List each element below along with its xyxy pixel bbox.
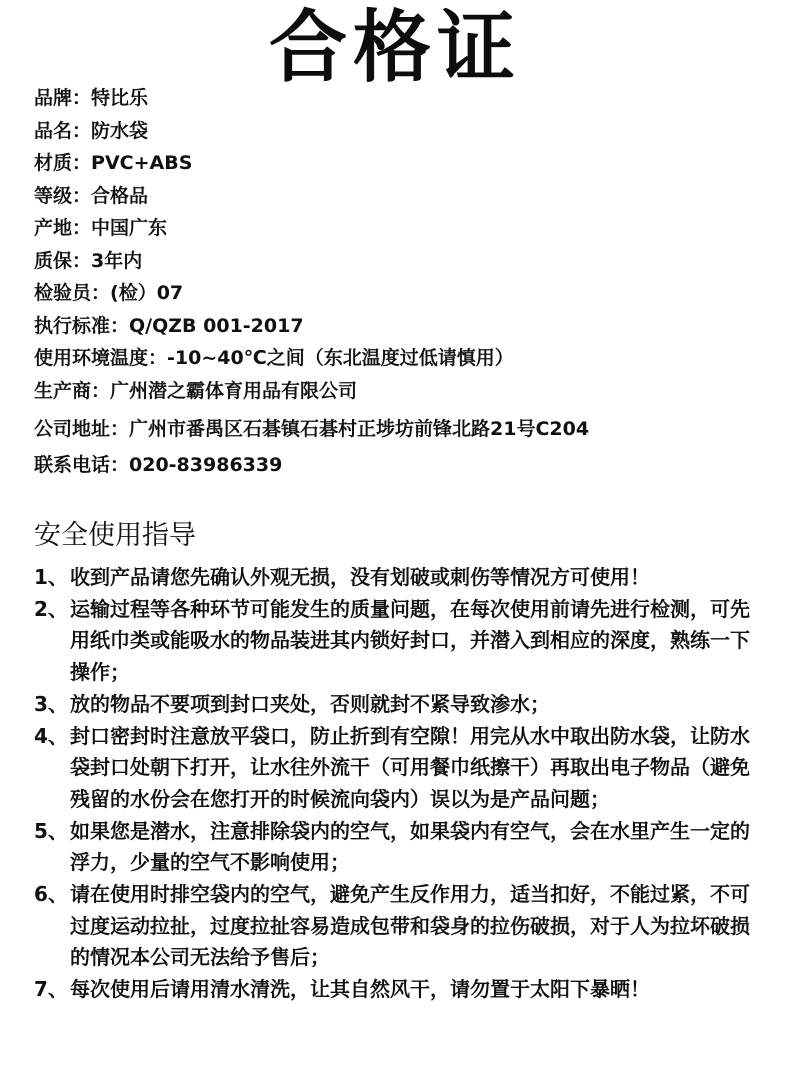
info-row-product-name: [34, 115, 774, 148]
guide-item-text: 收到产品请您先确认外观无损，没有划破或刺伤等情况方可使用！: [70, 565, 650, 589]
info-value: 广州市番禺区石碁镇石碁村正埗坊前锋北路21号C204: [129, 418, 590, 440]
info-row-grade: [34, 180, 774, 213]
info-row-origin: [34, 212, 774, 245]
info-row-standard: [34, 310, 774, 343]
guide-item: [34, 879, 769, 974]
guide-item: [34, 721, 769, 816]
guide-item-number: 1、: [34, 565, 68, 589]
info-value: (检）07: [110, 282, 184, 304]
info-label: 公司地址：: [34, 418, 130, 440]
product-info: [34, 82, 774, 483]
guide-item: [34, 816, 769, 879]
guide-item-number: 5、: [34, 818, 68, 843]
info-row-manufacturer: [34, 375, 774, 408]
info-value: 合格品: [91, 184, 149, 207]
info-label: 材质：: [34, 152, 92, 174]
guide-item-number: 3、: [34, 691, 68, 716]
guide-item-text: 放的物品不要项到封口夹处，否则就封不紧导致渗水；: [70, 691, 550, 716]
guide-item: [34, 689, 769, 721]
guide-item: [34, 562, 769, 594]
guide-heading: 安全使用指导: [34, 520, 196, 551]
guide-item-text: 如果您是潜水，注意排除袋内的空气，如果袋内有空气，会在水里产生一定的浮力，少量的空气不影响使用；: [70, 818, 750, 875]
guide-item: [34, 974, 769, 1006]
info-label: 使用环境温度：: [34, 347, 168, 369]
info-value: 3年内: [91, 249, 143, 272]
info-value: 广州潜之霸体育用品有限公司: [110, 379, 358, 402]
info-label: 生产商：: [34, 379, 111, 402]
info-value: 中国广东: [91, 217, 168, 239]
info-label: 产地：: [34, 217, 92, 239]
info-value: 020-83986339: [129, 454, 283, 476]
info-row-address: [34, 407, 774, 445]
info-label: 检验员：: [34, 282, 111, 304]
info-value: Q/QZB 001-2017: [129, 314, 304, 337]
guide-item-text: 运输过程等各种环节可能发生的质量问题，在每次使用前请先进行检测，可先用纸巾类或能吸水的物品装进其内锁好封口，并潜入到相应的深度，熟练一下操作；: [70, 596, 750, 685]
guide-item-text: 请在使用时排空袋内的空气，避免产生反作用力，适当扣好，不能过紧，不可过度运动拉扯，过度拉扯容易造成包带和袋身的拉伤破损，对于人为拉坏破损的情况本公司无法给予售后；: [70, 882, 750, 970]
info-row-material: [34, 147, 774, 180]
info-value: 防水袋: [91, 119, 149, 142]
guide-item-number: 4、: [34, 723, 68, 748]
guide-item-text: 每次使用后请用清水清洗，让其自然风干，请勿置于太阳下暴晒！: [70, 977, 650, 1002]
guide-item-number: 6、: [34, 882, 68, 907]
info-label: 品名：: [34, 119, 92, 142]
info-label: 品牌：: [34, 87, 92, 109]
safety-guide-list: [34, 562, 769, 1006]
info-label: 等级：: [34, 184, 92, 207]
page-title: 合格证: [268, 3, 521, 93]
info-label: 质保：: [34, 249, 92, 272]
info-value: 特比乐: [91, 87, 149, 109]
info-row-phone: [34, 445, 774, 483]
info-row-brand: [34, 82, 774, 115]
info-row-warranty: [34, 245, 774, 278]
info-label: 联系电话：: [34, 454, 130, 476]
info-row-temperature: [34, 342, 774, 375]
info-label: 执行标准：: [34, 314, 130, 337]
guide-item-number: 2、: [34, 596, 68, 621]
guide-item-number: 7、: [34, 977, 68, 1002]
info-value: PVC+ABS: [91, 152, 193, 174]
info-row-inspector: [34, 277, 774, 310]
info-value: -10~40℃之间（东北温度过低请慎用）: [167, 347, 514, 369]
guide-item-text: 封口密封时注意放平袋口，防止折到有空隙！用完从水中取出防水袋，让防水袋封口处朝下打开，让水往外流干（可用餐巾纸擦干）再取出电子物品（避免残留的水份会在您打开的时候流向袋内）误以为是产品问题；: [70, 723, 750, 811]
guide-item: [34, 594, 769, 689]
